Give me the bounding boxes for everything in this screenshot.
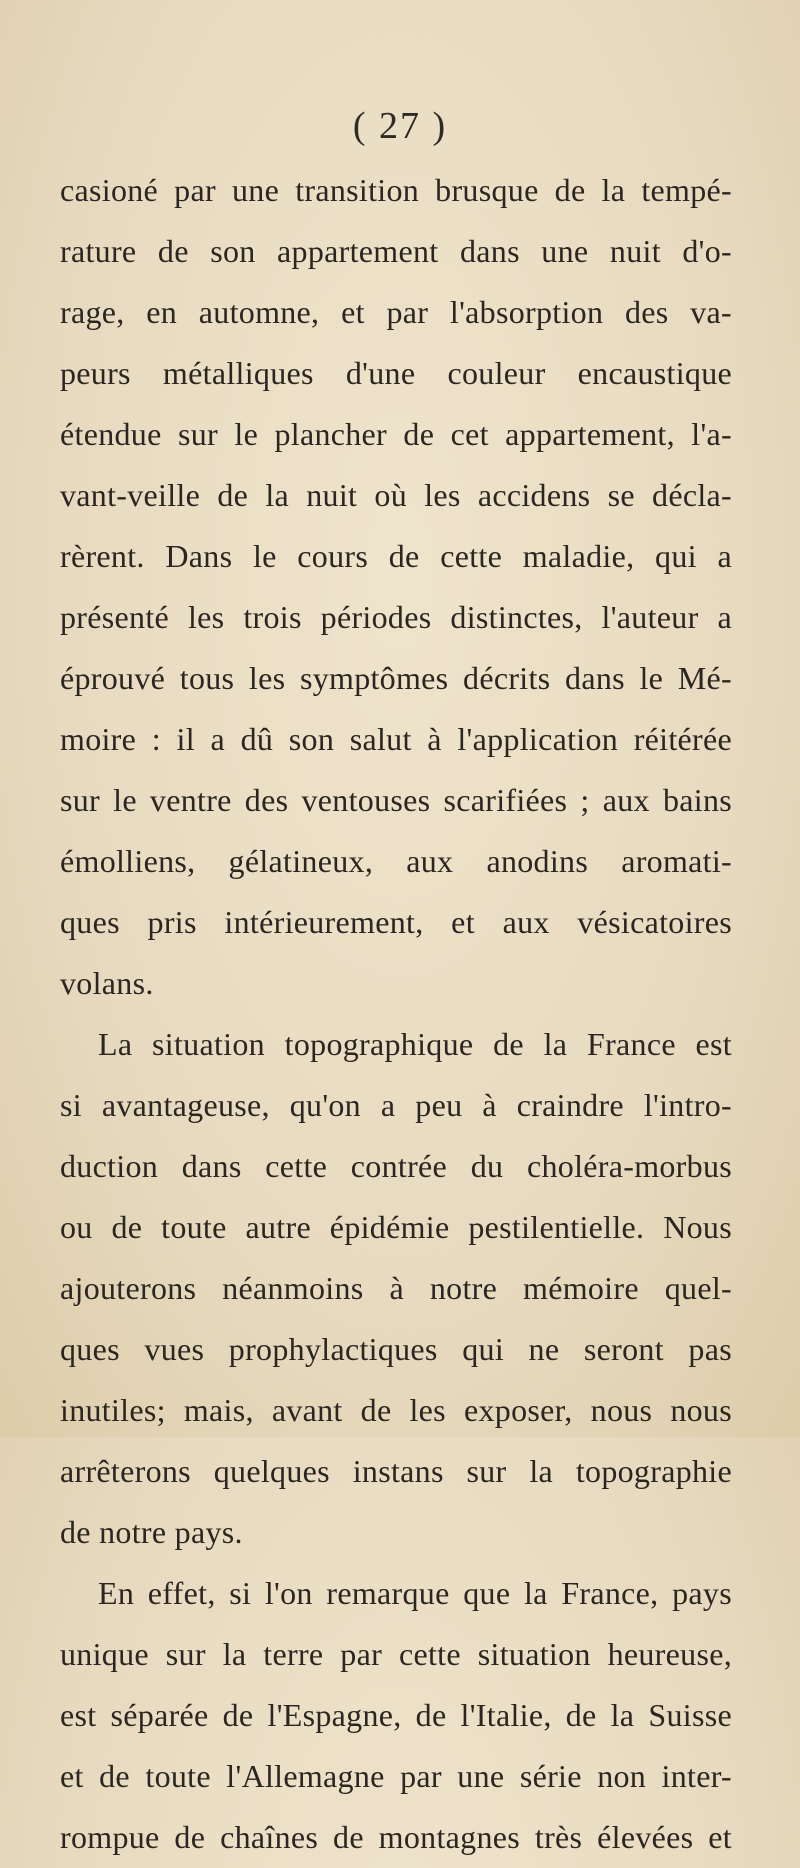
paragraph-start-line: En effet, si l'on remarque que la France, pays <box>98 1575 732 1611</box>
text-line: éprouvé tous les symptômes décrits dans le Mé- <box>60 660 732 696</box>
paragraph-start-line: La situation topographique de la France est <box>98 1026 732 1062</box>
text-line: unique sur la terre par cette situation heureuse, <box>60 1636 732 1672</box>
text-line: vant-veille de la nuit où les accidens se décla- <box>60 477 732 513</box>
page-number: ( 27 ) <box>352 105 448 147</box>
text-line: rage, en automne, et par l'absorption des va- <box>60 294 732 330</box>
text-line: et de toute l'Allemagne par une série non inter- <box>60 1758 732 1794</box>
paragraph-end-line: de notre pays. <box>60 1514 243 1550</box>
text-line: peurs métalliques d'une couleur encaustique <box>60 355 732 391</box>
body-text <box>60 160 732 1868</box>
text-line: étendue sur le plancher de cet appartement, l'a- <box>60 416 732 452</box>
text-line: émolliens, gélatineux, aux anodins aromati- <box>60 843 732 879</box>
text-line: ajouterons néanmoins à notre mémoire quel- <box>60 1270 732 1306</box>
text-line: inutiles; mais, avant de les exposer, nous nous <box>60 1392 732 1428</box>
text-line: arrêterons quelques instans sur la topographie <box>60 1453 732 1489</box>
text-line: ou de toute autre épidémie pestilentielle. Nous <box>60 1209 732 1245</box>
text-line: ques vues prophylactiques qui ne seront pas <box>60 1331 732 1367</box>
text-line: duction dans cette contrée du choléra-morbus <box>60 1148 732 1184</box>
text-line: est séparée de l'Espagne, de l'Italie, de la Suisse <box>60 1697 732 1733</box>
text-line: rompue de chaînes de montagnes très élevées et <box>60 1819 732 1855</box>
text-line: rèrent. Dans le cours de cette maladie, qui a <box>60 538 732 574</box>
text-line: sur le ventre des ventouses scarifiées ; aux bains <box>60 782 732 818</box>
text-line: casioné par une transition brusque de la tempé- <box>60 172 732 208</box>
paragraph-end-line: volans. <box>60 965 154 1001</box>
text-line: rature de son appartement dans une nuit d'o- <box>60 233 732 269</box>
text-line: si avantageuse, qu'on a peu à craindre l'intro- <box>60 1087 732 1123</box>
text-line: moire : il a dû son salut à l'application réitérée <box>60 721 732 757</box>
text-line: présenté les trois périodes distinctes, l'auteur a <box>60 599 732 635</box>
text-line: ques pris intérieurement, et aux vésicatoires <box>60 904 732 940</box>
